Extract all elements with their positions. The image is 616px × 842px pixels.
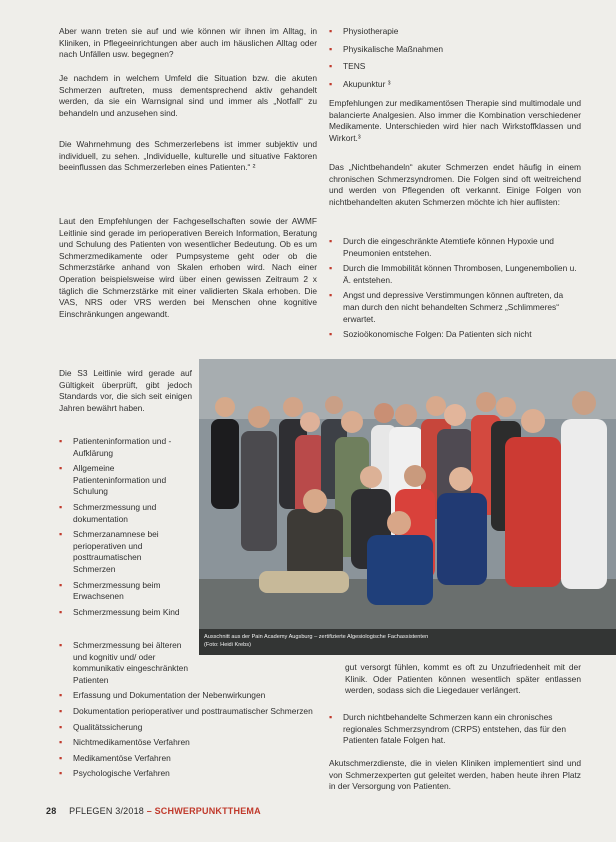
bullet-icon: ▪ — [59, 579, 63, 590]
bullet-icon: ▪ — [329, 236, 333, 246]
caption-text: Ausschnitt aus der Pain Academy Augsburg – zertifizierte Algesiologische Fachassistenten — [204, 634, 429, 640]
photo-caption-bar — [199, 629, 616, 655]
list-item: ▪ Medikamentöse Verfahren — [59, 752, 171, 763]
list-item: ▪ Durch die eingeschränkte Atemtiefe können Hypoxie und Pneumonien entstehen. — [329, 236, 554, 258]
magazine-name: PFLEGEN — [69, 806, 113, 816]
bullet-icon: ▪ — [329, 26, 333, 36]
bullet-icon: ▪ — [59, 768, 63, 779]
consequences-list — [329, 236, 581, 345]
bullet-icon: ▪ — [329, 61, 333, 72]
list-item: ▪ Schmerzmessung und dokumentation — [59, 501, 157, 524]
bullet-icon: ▪ — [59, 640, 63, 650]
section-title: – SCHWERPUNKTTHEMA — [146, 806, 261, 816]
list-item: ▪ Qualitätssicherung — [59, 721, 143, 732]
bullet-icon: ▪ — [59, 501, 63, 512]
bullet-icon: ▪ — [59, 606, 63, 617]
bullet-icon: ▪ — [59, 690, 63, 701]
bullet-icon: ▪ — [59, 752, 63, 763]
bullet-icon: ▪ — [59, 529, 63, 540]
left-paragraph-4: Laut den Empfehlungen der Fachgesellschaften sowie der AWMF Leitlinie sind gerade im perioperativen Bereich Information, Beratung und Schulung des Patienten von wesentlicher Bedeutung. Ob es um Schmerzmedikamente oder Pumpsysteme geht oder ob die Schmerzstärke anhand von Skalen erhoben wird. Nach einer Operation beispielsweise wird über einen gewissen Zeitraum 2 x täglich die Schmerzstärke mit einer validierten Skala erhoben. Die VAS, NRS oder VRS werden bei Menschen ohne kognitive Einschränkungen angewandt. — [59, 216, 317, 319]
list-item: ▪ Erfassung und Dokumentation der Nebenwirkungen — [59, 690, 266, 701]
list-item: ▪ Akupunktur ³ — [329, 78, 391, 89]
list-item: ▪ Durch die Immobilität können Thrombosen, Lungenembolien u. Ä. entstehen. — [329, 263, 577, 285]
list-item: ▪ Sozioökonomische Folgen: Da Patienten sich nicht — [329, 329, 532, 340]
bullet-icon: ▪ — [329, 43, 333, 54]
therapy-list — [329, 26, 579, 96]
bullet-icon: ▪ — [59, 737, 63, 748]
list-item: ▪ Angst und depressive Verstimmungen können auftreten, da man durch den nicht behandelten Schmerz „Schlimmeres“ erwartet. — [329, 290, 564, 324]
right-paragraph-3: gut versorgt fühlen, kommt es oft zu Unzufriedenheit mit der Klinik. Oder Patienten können wesentlich später entlassen werden, sodass sich die Liegedauer verlängert. — [345, 662, 581, 696]
list-item: ▪ Physikalische Maßnahmen — [329, 43, 444, 54]
bullet-icon: ▪ — [59, 705, 63, 716]
bullet-icon: ▪ — [329, 263, 333, 274]
list-item: ▪ Schmerzmessung beim Erwachsenen — [59, 579, 161, 602]
left-paragraph-3: Die Wahrnehmung des Schmerzerlebens ist immer subjektiv und individuell, zu sehen. „Individuelle, kulturelle und situative Faktoren beeinflussen das Schmerzerleben eines Patienten.“ ² — [59, 139, 317, 173]
list-item: ▪ Schmerzmessung bei älteren und kognitiv und/ oder kommunikativ eingeschränkten Patienten — [59, 640, 188, 685]
list-item: ▪ Psychologische Verfahren — [59, 768, 170, 779]
page-footer — [46, 806, 261, 816]
list-item: ▪ Schmerzanamnese bei perioperativen und posttraumatischen Schmerzen — [59, 529, 159, 574]
list-item: ▪ Allgemeine Patienteninformation und Schulung — [59, 463, 167, 497]
standards-list-wide — [59, 640, 327, 784]
bullet-icon: ▪ — [59, 436, 63, 446]
list-item: ▪ Dokumentation perioperativer und posttraumatischer Schmerzen — [59, 705, 313, 716]
bullet-icon: ▪ — [59, 463, 63, 474]
list-item: ▪ Patienteninformation und -Aufklärung — [59, 436, 172, 458]
page-number: 28 — [46, 806, 57, 816]
list-item: ▪ Schmerzmessung beim Kind — [59, 606, 180, 617]
photo-credit: (Foto: Heidi Krebs) — [204, 642, 251, 648]
list-item: ▪ TENS — [329, 61, 366, 72]
bullet-icon: ▪ — [329, 78, 333, 89]
bullet-icon: ▪ — [329, 290, 333, 301]
right-paragraph-2: Das „Nichtbehandeln“ akuter Schmerzen endet häufig in einem chronischen Schmerzsyndromen. Die Folgen sind oft weitreichend und werden von Pflegenden oft verkannt. Einige Folgen von nichtbehandelten akuten Schmerzen möchte ich hier auflisten: — [329, 162, 581, 207]
standards-list-narrow — [59, 436, 183, 622]
crps-list — [329, 712, 581, 751]
photo-caption — [204, 633, 609, 649]
group-photo — [199, 359, 616, 655]
issue-number: 3/2018 — [115, 806, 144, 816]
bullet-icon: ▪ — [329, 712, 333, 722]
bullet-icon: ▪ — [329, 329, 333, 340]
list-item: ▪ Physiotherapie — [329, 26, 399, 36]
left-paragraph-2: Je nachdem in welchem Umfeld die Situation bzw. die akuten Schmerzen auftreten, muss dementsprechend aktiv gehandelt werden, da sie ein Warnsignal sind und immer als „Notfall“ zu behandeln und anzusehen sind. — [59, 73, 317, 118]
right-paragraph-4: Akutschmerzdienste, die in vielen Kliniken implementiert sind und von Schmerzexperten gut geleitet werden, haben heute ihren Platz in der Versorgung von Patienten. — [329, 758, 581, 792]
left-paragraph-5: Die S3 Leitlinie wird gerade auf Gültigkeit überprüft, gibt jedoch Standards vor, die sich seit einigen Jahren bewährt haben. — [59, 368, 192, 413]
group-photo-image — [199, 359, 616, 655]
list-item: ▪ Nichtmedikamentöse Verfahren — [59, 737, 190, 748]
bullet-icon: ▪ — [59, 721, 63, 732]
right-paragraph-1: Empfehlungen zur medikamentösen Therapie sind multimodale und balancierte Analgesien. Also immer die Kombination verschiedener Medikamente. Unterschieden wird hier nach Wirkstoffklassen und Wirkort.³ — [329, 98, 581, 143]
left-paragraph-1: Aber wann treten sie auf und wie können wir ihnen im Alltag, in Kliniken, in Pflegeeinrichtungen aber auch im häuslichen Alltag oder nach Unfällen usw. begegnen? — [59, 26, 317, 60]
list-item: ▪ Durch nichtbehandelte Schmerzen kann ein chronisches regionales Schmerzsyndrom (CRPS) entstehen, das für den Patienten fatale Folgen hat. — [329, 712, 566, 746]
